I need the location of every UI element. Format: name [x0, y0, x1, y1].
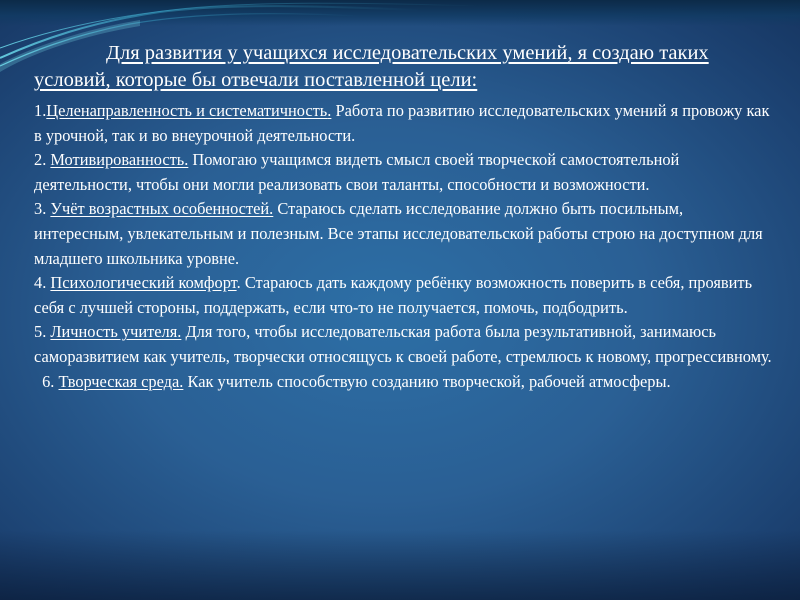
item-number: 3. — [34, 199, 51, 219]
item-term: Мотивированность. — [50, 150, 189, 170]
list-item — [34, 320, 774, 369]
item-text: Стараюсь дать каждому ребёнку возможность поверить в себя, проявить себя с лучшей стороны, поддержать, если что-то не получается, помочь, подбодрить. — [34, 273, 753, 317]
item-number: 6. — [38, 371, 59, 391]
item-term-punct: . — [327, 101, 332, 120]
item-term-punct: . — [236, 273, 241, 293]
list-item — [34, 148, 774, 197]
item-text: Помогаю учащимся видеть смысл своей творческой самостоятельной деятельности, чтобы они могли реализовать свои таланты, способности и возможности. — [34, 150, 680, 194]
bottom-shade-decoration — [0, 530, 800, 600]
item-text: Работа по развитию исследовательских умений я провожу как в урочной, так и во внеурочной деятельности. — [34, 101, 770, 145]
list-item — [34, 271, 774, 320]
item-term: Творческая среда. — [58, 371, 184, 391]
list-item — [34, 370, 774, 395]
item-text: Для того, чтобы исследовательская работа была результативной, занимаюсь саморазвитием как учитель, творчески относящусь к своей работе, стремлюсь к новому, прогрессивному. — [34, 322, 772, 366]
list-item — [34, 99, 774, 148]
item-text: Стараюсь сделать исследование должно быть посильным, интересным, увлекательным и полезным. Все этапы исследовательской работы строю на доступном для младшего школьника уровне. — [34, 199, 763, 268]
item-number: 4. — [34, 273, 51, 293]
slide-content — [34, 40, 774, 394]
item-number: 2. — [34, 150, 51, 170]
item-term: Психологический комфорт — [50, 273, 237, 293]
item-term: Целенаправленность и систематичность — [46, 101, 328, 120]
slide-heading: Для развития у учащихся исследовательских умений, я создаю таких условий, которые бы отвечали поставленной цели: — [34, 42, 709, 91]
item-text: Как учитель способствую созданию творческой, рабочей атмосферы. — [183, 371, 671, 391]
item-number: 5. — [34, 322, 51, 342]
list-item — [34, 197, 774, 271]
item-term: Учёт возрастных особенностей. — [50, 199, 274, 219]
item-number: 1. — [34, 101, 47, 120]
item-term: Личность учителя. — [50, 322, 182, 342]
